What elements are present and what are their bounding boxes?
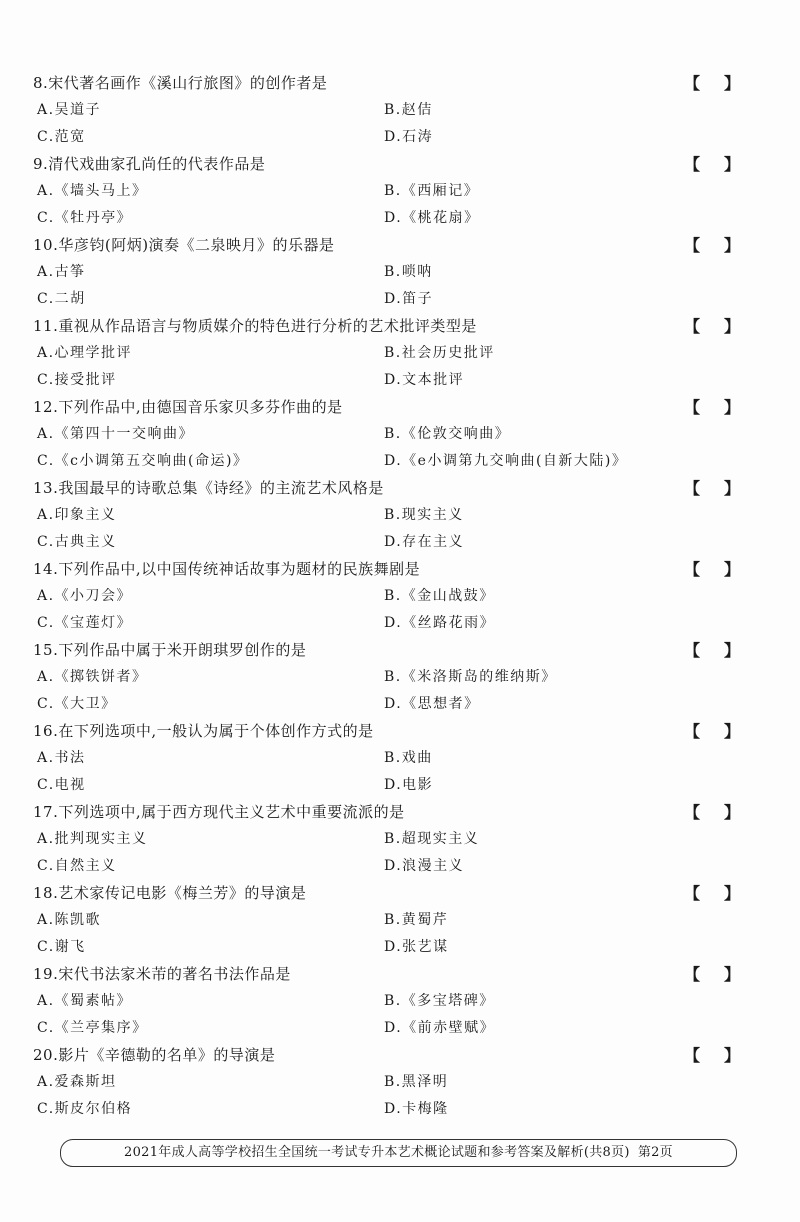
- question-text: 13.我国最早的诗歌总集《诗经》的主流艺术风格是: [33, 479, 384, 497]
- bracket-close: 】: [723, 641, 740, 660]
- option-b: B.赵佶: [384, 102, 433, 118]
- question-list: [0, 70, 800, 1123]
- bracket-close: 】: [723, 722, 740, 741]
- bracket-open: 【: [684, 317, 701, 336]
- option-c: C.谢飞: [37, 939, 86, 955]
- option-d: D.卡梅隆: [384, 1101, 449, 1117]
- option-b: B.唢呐: [384, 264, 433, 280]
- question-text: 16.在下列选项中,一般认为属于个体创作方式的是: [33, 722, 374, 740]
- option-a: A.《小刀会》: [37, 588, 133, 604]
- footer-title: 2021年成人高等学校招生全国统一考试专升本艺术概论试题和参考答案及解析(共8页): [124, 1145, 630, 1160]
- option-c: C.自然主义: [37, 858, 117, 874]
- question-text: 12.下列作品中,由德国音乐家贝多芬作曲的是: [33, 398, 343, 416]
- option-a: A.吴道子: [37, 102, 102, 118]
- question-text: 9.清代戏曲家孔尚任的代表作品是: [33, 155, 266, 173]
- option-a: A.陈凯歌: [37, 912, 102, 928]
- bracket-open: 【: [684, 884, 701, 903]
- page-footer: [60, 1139, 737, 1167]
- answer-bracket: [684, 1042, 740, 1069]
- question-17: [0, 799, 800, 880]
- answer-bracket: [684, 880, 740, 907]
- bracket-close: 】: [723, 803, 740, 822]
- bracket-open: 【: [684, 722, 701, 741]
- bracket-open: 【: [684, 803, 701, 822]
- option-d: D.《前赤壁赋》: [384, 1020, 496, 1036]
- option-a: A.印象主义: [37, 507, 117, 523]
- option-c: C.《宝莲灯》: [37, 615, 133, 631]
- option-d: D.《桃花扇》: [384, 210, 480, 226]
- question-text: 15.下列作品中属于米开朗琪罗创作的是: [33, 641, 307, 659]
- bracket-close: 】: [723, 560, 740, 579]
- option-c: C.范宽: [37, 129, 86, 145]
- bracket-open: 【: [684, 560, 701, 579]
- option-c: C.二胡: [37, 291, 86, 307]
- question-14: [0, 556, 800, 637]
- answer-bracket: [684, 556, 740, 583]
- option-d: D.《e小调第九交响曲(自新大陆)》: [384, 453, 628, 469]
- option-c: C.古典主义: [37, 534, 117, 550]
- option-c: C.《牡丹亭》: [37, 210, 133, 226]
- question-text: 11.重视从作品语言与物质媒介的特色进行分析的艺术批评类型是: [33, 317, 477, 335]
- question-text: 19.宋代书法家米芾的著名书法作品是: [33, 965, 291, 983]
- question-12: [0, 394, 800, 475]
- option-a: A.《墙头马上》: [37, 183, 148, 199]
- question-text: 14.下列作品中,以中国传统神话故事为题材的民族舞剧是: [33, 560, 421, 578]
- answer-bracket: [684, 718, 740, 745]
- option-a: A.爱森斯坦: [37, 1074, 117, 1090]
- bracket-close: 】: [723, 479, 740, 498]
- option-a: A.古筝: [37, 264, 86, 280]
- bracket-close: 】: [723, 74, 740, 93]
- option-d: D.石涛: [384, 129, 434, 145]
- answer-bracket: [684, 151, 740, 178]
- question-13: [0, 475, 800, 556]
- question-9: [0, 151, 800, 232]
- option-d: D.张艺谋: [384, 939, 449, 955]
- question-10: [0, 232, 800, 313]
- bracket-open: 【: [684, 965, 701, 984]
- answer-bracket: [684, 70, 740, 97]
- option-a: A.《第四十一交响曲》: [37, 426, 195, 442]
- question-text: 10.华彦钧(阿炳)演奏《二泉映月》的乐器是: [33, 236, 335, 254]
- question-text: 20.影片《辛德勒的名单》的导演是: [33, 1046, 276, 1064]
- option-b: B.《多宝塔碑》: [384, 993, 495, 1009]
- bracket-close: 】: [723, 884, 740, 903]
- option-b: B.戏曲: [384, 750, 433, 766]
- option-c: C.斯皮尔伯格: [37, 1101, 133, 1117]
- option-c: C.《c小调第五交响曲(命运)》: [37, 453, 249, 469]
- option-c: C.《大卫》: [37, 696, 117, 712]
- question-16: [0, 718, 800, 799]
- option-d: D.笛子: [384, 291, 434, 307]
- option-b: B.《米洛斯岛的维纳斯》: [384, 669, 557, 685]
- option-d: D.《丝路花雨》: [384, 615, 496, 631]
- option-a: A.书法: [37, 750, 86, 766]
- question-8: [0, 70, 800, 151]
- bracket-open: 【: [684, 236, 701, 255]
- bracket-close: 】: [723, 317, 740, 336]
- option-a: A.批判现实主义: [37, 831, 148, 847]
- bracket-open: 【: [684, 398, 701, 417]
- option-d: D.文本批评: [384, 372, 465, 388]
- bracket-open: 【: [684, 155, 701, 174]
- bracket-open: 【: [684, 1046, 701, 1065]
- option-d: D.电影: [384, 777, 434, 793]
- bracket-close: 】: [723, 155, 740, 174]
- bracket-close: 】: [723, 236, 740, 255]
- answer-bracket: [684, 394, 740, 421]
- option-b: B.超现实主义: [384, 831, 480, 847]
- answer-bracket: [684, 475, 740, 502]
- option-b: B.黄蜀芹: [384, 912, 449, 928]
- question-11: [0, 313, 800, 394]
- option-a: A.《掷铁饼者》: [37, 669, 148, 685]
- answer-bracket: [684, 799, 740, 826]
- option-b: B.社会历史批评: [384, 345, 495, 361]
- option-b: B.黑泽明: [384, 1074, 449, 1090]
- option-b: B.现实主义: [384, 507, 464, 523]
- option-c: C.电视: [37, 777, 86, 793]
- option-a: A.心理学批评: [37, 345, 133, 361]
- bracket-close: 】: [723, 965, 740, 984]
- answer-bracket: [684, 961, 740, 988]
- bracket-open: 【: [684, 641, 701, 660]
- option-b: B.《伦敦交响曲》: [384, 426, 511, 442]
- question-19: [0, 961, 800, 1042]
- question-text: 8.宋代著名画作《溪山行旅图》的创作者是: [33, 74, 328, 92]
- question-text: 17.下列选项中,属于西方现代主义艺术中重要流派的是: [33, 803, 405, 821]
- option-c: C.接受批评: [37, 372, 117, 388]
- option-c: C.《兰亭集序》: [37, 1020, 148, 1036]
- bracket-open: 【: [684, 74, 701, 93]
- option-a: A.《蜀素帖》: [37, 993, 133, 1009]
- question-18: [0, 880, 800, 961]
- bracket-close: 】: [723, 398, 740, 417]
- question-20: [0, 1042, 800, 1123]
- answer-bracket: [684, 232, 740, 259]
- option-b: B.《金山战鼓》: [384, 588, 495, 604]
- bracket-open: 【: [684, 479, 701, 498]
- bracket-close: 】: [723, 1046, 740, 1065]
- option-b: B.《西厢记》: [384, 183, 480, 199]
- answer-bracket: [684, 637, 740, 664]
- page-number: 第2页: [637, 1145, 673, 1160]
- option-d: D.浪漫主义: [384, 858, 465, 874]
- question-text: 18.艺术家传记电影《梅兰芳》的导演是: [33, 884, 307, 902]
- question-15: [0, 637, 800, 718]
- option-d: D.《思想者》: [384, 696, 480, 712]
- answer-bracket: [684, 313, 740, 340]
- option-d: D.存在主义: [384, 534, 465, 550]
